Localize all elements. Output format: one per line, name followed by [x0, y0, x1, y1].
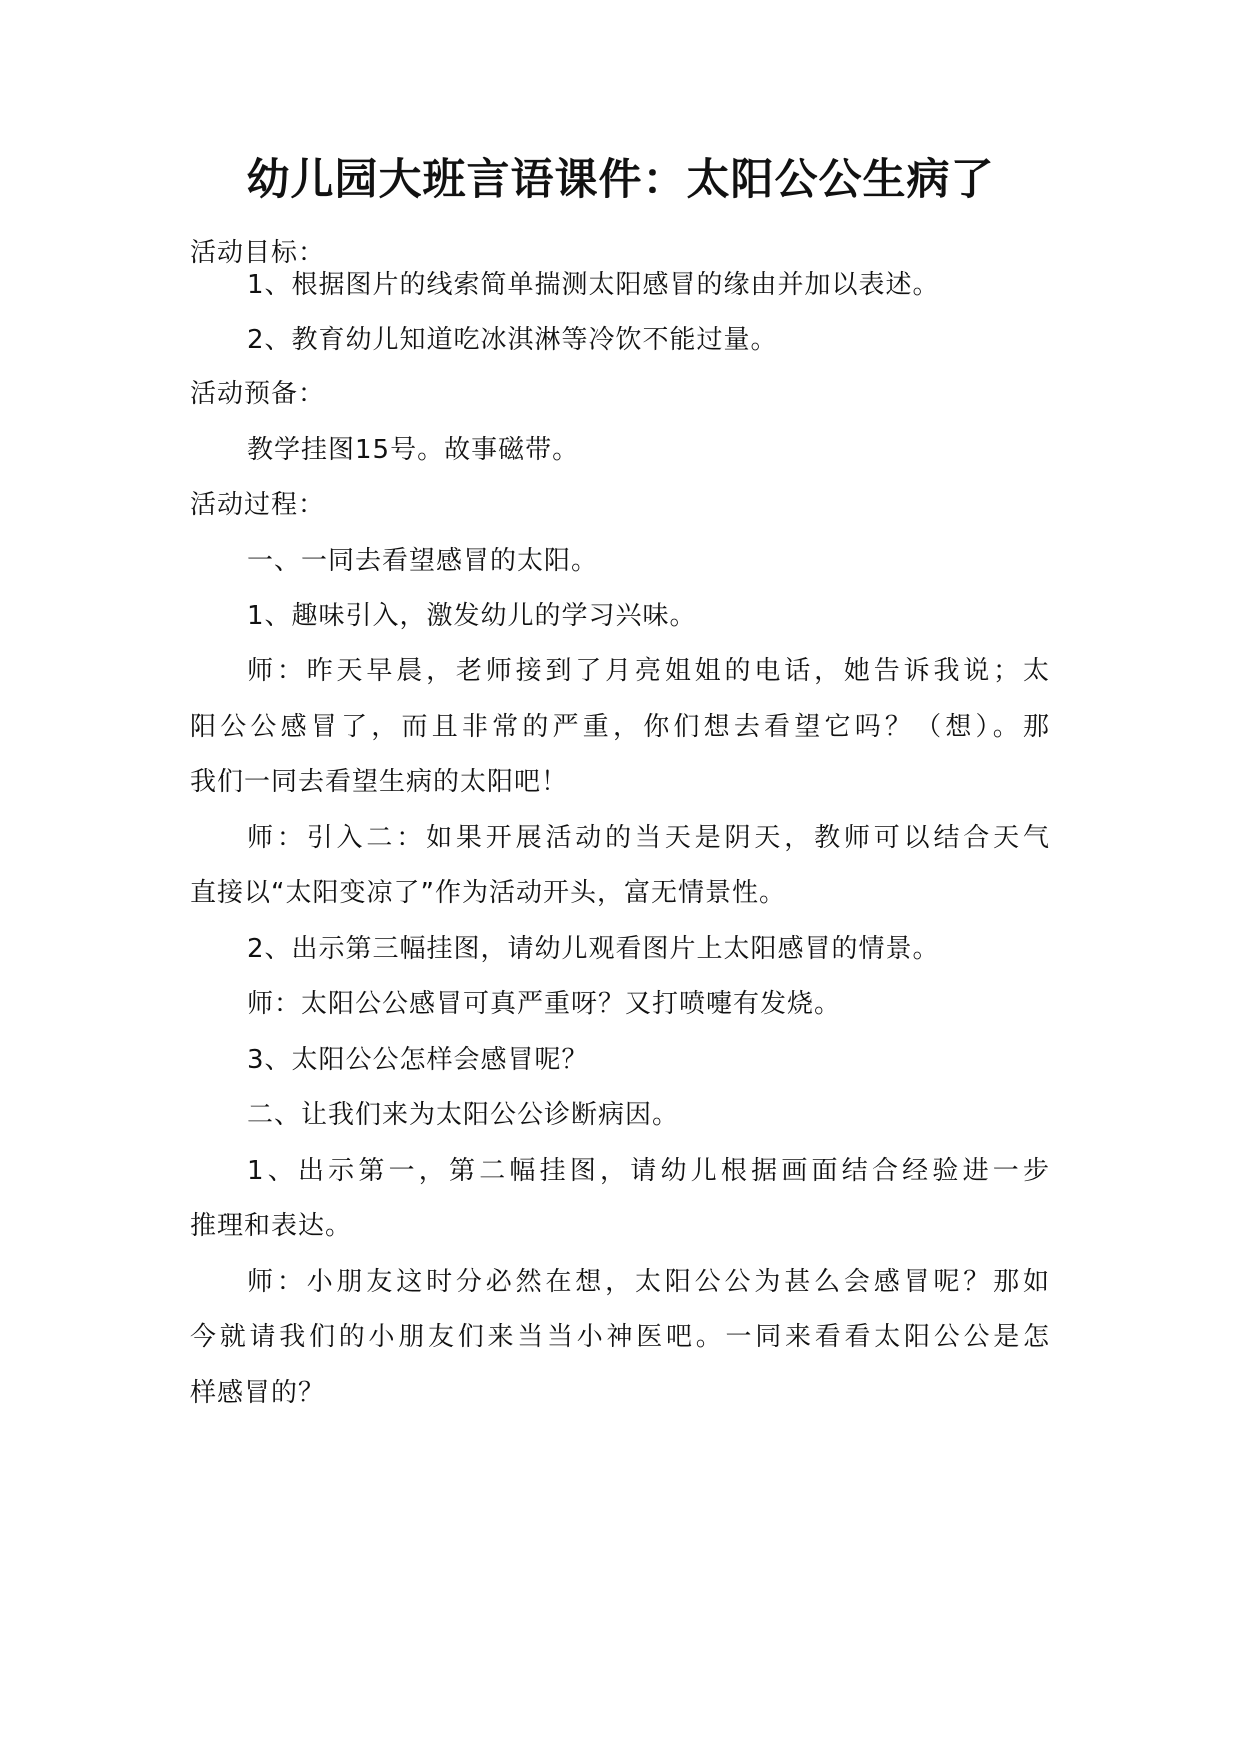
goal-item-1: 1、根据图片的线索简单揣测太阳感冒的缘由并加以表述。	[247, 270, 940, 300]
process-step-1: 一、一同去看望感冒的太阳。	[247, 546, 599, 576]
process-substep-1-3: 3、太阳公公怎样会感冒呢？	[247, 1045, 589, 1075]
section-heading-goals: 活动目标：	[190, 238, 326, 268]
paragraph-line: 师：太阳公公感冒可真严重呀？又打喷嚏有发烧。	[247, 989, 842, 1019]
process-step-2: 二、让我们来为太阳公公诊断病因。	[247, 1100, 680, 1130]
paragraph-line: 阳公公感冒了，而且非常的严重，你们想去看望它吗？（想）。那	[190, 712, 1050, 742]
paragraph-line: 师：小朋友这时分必然在想，太阳公公为甚么会感冒呢？那如	[247, 1267, 1050, 1297]
paragraph-line: 师：昨天早晨，老师接到了月亮姐姐的电话，她告诉我说；太	[247, 656, 1050, 686]
paragraph-line: 直接以“太阳变凉了”作为活动开头，富无情景性。	[190, 878, 786, 908]
paragraph-line: 样感冒的？	[190, 1378, 326, 1408]
paragraph-line: 师：引入二：如果开展活动的当天是阴天，教师可以结合天气	[247, 823, 1050, 853]
paragraph-line: 推理和表达。	[190, 1211, 353, 1241]
process-substep-2-1: 1、出示第一，第二幅挂图，请幼儿根据画面结合经验进一步	[247, 1156, 1050, 1186]
process-substep-1-2: 2、出示第三幅挂图，请幼儿观看图片上太阳感冒的情景。	[247, 934, 940, 964]
section-heading-process: 活动过程：	[190, 490, 326, 520]
section-heading-preparation: 活动预备：	[190, 379, 326, 409]
page-title: 幼儿园大班言语课件：太阳公公生病了	[246, 155, 995, 205]
goal-item-2: 2、教育幼儿知道吃冰淇淋等冷饮不能过量。	[247, 325, 778, 355]
process-substep-1-1: 1、趣味引入，激发幼儿的学习兴味。	[247, 601, 697, 631]
preparation-text: 教学挂图15号。故事磁带。	[247, 435, 580, 465]
paragraph-line: 我们一同去看望生病的太阳吧！	[190, 767, 569, 797]
paragraph-line: 今就请我们的小朋友们来当当小神医吧。一同来看看太阳公公是怎	[190, 1322, 1050, 1352]
